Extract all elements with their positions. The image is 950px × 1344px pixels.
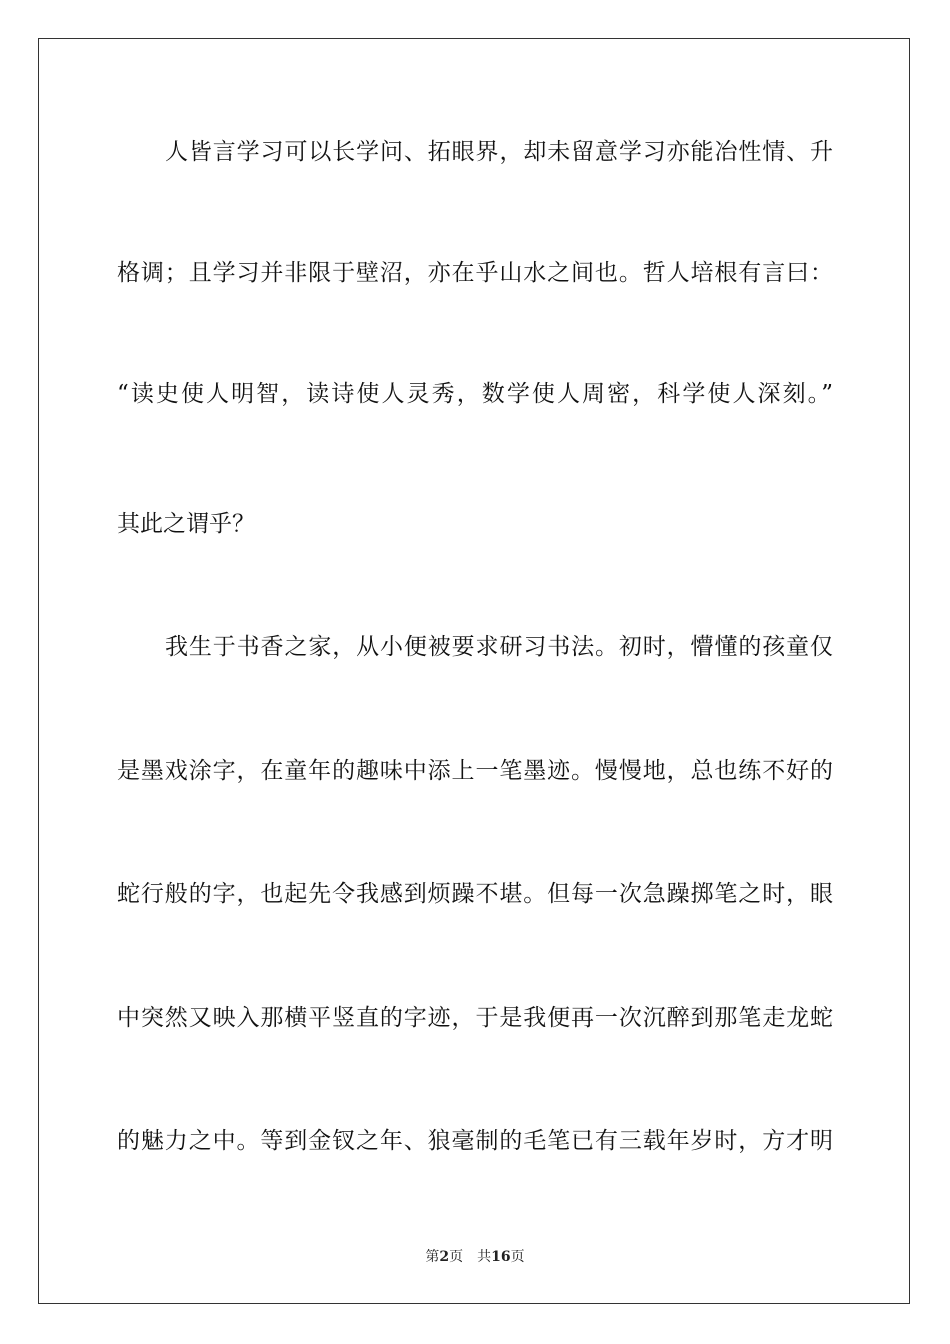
text-line: 中突然又映入那横平竖直的字迹，于是我便再一次沉醉到那笔走龙蛇	[117, 1005, 833, 1031]
text-line: 的魅力之中。等到金钗之年、狼毫制的毛笔已有三载年岁时，方才明	[117, 1128, 833, 1154]
text-line: 我生于书香之家，从小便被要求研习书法。初时，懵懂的孩童仅	[165, 634, 833, 660]
text-line: 其此之谓乎？	[117, 511, 255, 537]
page-border	[38, 38, 910, 1304]
page-footer	[0, 1248, 950, 1266]
total-pages: 16	[491, 1249, 511, 1265]
text-line: 是墨戏涂字，在童年的趣味中添上一笔墨迹。慢慢地，总也练不好的	[117, 758, 833, 784]
page-indicator	[425, 1249, 463, 1265]
total-suffix: 页	[510, 1249, 525, 1265]
text-line: 格调；且学习并非限于壁沼，亦在乎山水之间也。哲人培根有言曰：	[117, 260, 833, 286]
page-prefix: 第	[425, 1249, 440, 1265]
page-suffix: 页	[449, 1249, 464, 1265]
text-line: “读史使人明智，读诗使人灵秀，数学使人周密，科学使人深刻。”	[117, 381, 833, 407]
page-number: 2	[439, 1249, 450, 1265]
total-prefix: 共	[477, 1249, 492, 1265]
text-line: 蛇行般的字，也起先令我感到烦躁不堪。但每一次急躁掷笔之时，眼	[117, 881, 833, 907]
text-line: 人皆言学习可以长学问、拓眼界，却未留意学习亦能冶性情、升	[165, 139, 833, 165]
total-pages-indicator	[477, 1249, 524, 1265]
